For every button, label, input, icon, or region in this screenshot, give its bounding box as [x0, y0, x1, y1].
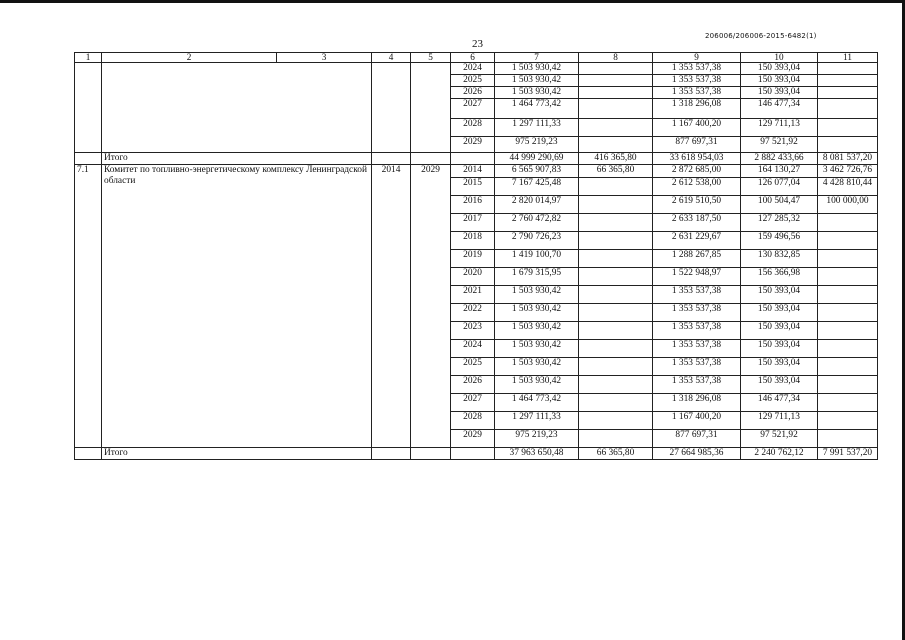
amount-local-cell: 150 393,04 — [741, 286, 818, 304]
amount-total-cell: 1 503 930,42 — [495, 286, 579, 304]
amount-total-cell: 1 679 315,95 — [495, 268, 579, 286]
amount-federal-cell — [579, 137, 653, 153]
header-cell: 9 — [653, 53, 741, 63]
amount-federal-cell — [579, 376, 653, 394]
total-c8-cell: 416 365,80 — [579, 153, 653, 165]
amount-federal-cell — [579, 286, 653, 304]
cell-empty — [411, 63, 451, 153]
total-c10-cell: 2 882 433,66 — [741, 153, 818, 165]
amount-federal-cell — [579, 75, 653, 87]
amount-regional-cell: 1 167 400,20 — [653, 119, 741, 137]
amount-local-cell: 150 393,04 — [741, 340, 818, 358]
year-cell: 2027 — [451, 394, 495, 412]
amount-other-cell — [818, 119, 878, 137]
amount-federal-cell — [579, 394, 653, 412]
year-cell: 2015 — [451, 178, 495, 196]
amount-federal-cell — [579, 412, 653, 430]
cell-empty — [372, 448, 411, 460]
cell-empty — [411, 153, 451, 165]
amount-regional-cell: 1 353 537,38 — [653, 304, 741, 322]
amount-federal-cell — [579, 214, 653, 232]
cell-empty — [75, 448, 102, 460]
amount-regional-cell: 1 318 296,08 — [653, 394, 741, 412]
year-cell: 2025 — [451, 358, 495, 376]
amount-federal-cell — [579, 430, 653, 448]
amount-regional-cell: 1 353 537,38 — [653, 376, 741, 394]
year-cell: 2023 — [451, 322, 495, 340]
total-c9-cell: 33 618 954,03 — [653, 153, 741, 165]
cell-empty — [372, 153, 411, 165]
amount-federal-cell — [579, 340, 653, 358]
amount-regional-cell: 1 353 537,38 — [653, 286, 741, 304]
cell-empty — [102, 63, 372, 153]
amount-other-cell — [818, 87, 878, 99]
cell-empty — [75, 153, 102, 165]
total-label: Итого — [102, 448, 372, 460]
amount-total-cell: 1 464 773,42 — [495, 394, 579, 412]
amount-regional-cell: 2 633 187,50 — [653, 214, 741, 232]
amount-other-cell — [818, 340, 878, 358]
amount-local-cell: 150 393,04 — [741, 322, 818, 340]
header-row — [75, 53, 878, 63]
amount-regional-cell: 2 612 538,00 — [653, 178, 741, 196]
year-cell: 2025 — [451, 75, 495, 87]
amount-local-cell: 159 496,56 — [741, 232, 818, 250]
table-row — [75, 63, 878, 75]
cell-empty — [75, 63, 102, 153]
cell-empty — [372, 63, 411, 153]
amount-federal-cell — [579, 304, 653, 322]
amount-other-cell — [818, 268, 878, 286]
amount-total-cell: 7 167 425,48 — [495, 178, 579, 196]
year-cell: 2021 — [451, 286, 495, 304]
amount-total-cell: 1 503 930,42 — [495, 322, 579, 340]
amount-local-cell: 150 393,04 — [741, 304, 818, 322]
amount-regional-cell: 1 353 537,38 — [653, 63, 741, 75]
amount-other-cell — [818, 232, 878, 250]
header-cell: 10 — [741, 53, 818, 63]
year-cell: 2024 — [451, 340, 495, 358]
amount-total-cell: 1 297 111,33 — [495, 412, 579, 430]
cell-empty — [451, 153, 495, 165]
total-c11-cell: 7 991 537,20 — [818, 448, 878, 460]
amount-total-cell: 6 565 907,83 — [495, 165, 579, 178]
amount-local-cell: 126 077,04 — [741, 178, 818, 196]
amount-total-cell: 2 760 472,82 — [495, 214, 579, 232]
amount-regional-cell: 1 288 267,85 — [653, 250, 741, 268]
amount-other-cell — [818, 394, 878, 412]
amount-local-cell: 129 711,13 — [741, 119, 818, 137]
amount-total-cell: 1 297 111,33 — [495, 119, 579, 137]
header-cell: 4 — [372, 53, 411, 63]
amount-local-cell: 150 393,04 — [741, 63, 818, 75]
year-cell: 2026 — [451, 87, 495, 99]
amount-regional-cell: 1 353 537,38 — [653, 75, 741, 87]
amount-other-cell — [818, 214, 878, 232]
header-cell: 1 — [75, 53, 102, 63]
amount-regional-cell: 2 631 229,67 — [653, 232, 741, 250]
year-cell: 2024 — [451, 63, 495, 75]
total-c8-cell: 66 365,80 — [579, 448, 653, 460]
year-cell: 2020 — [451, 268, 495, 286]
amount-federal-cell — [579, 99, 653, 119]
amount-federal-cell — [579, 196, 653, 214]
amount-regional-cell: 1 353 537,38 — [653, 322, 741, 340]
amount-regional-cell: 1 353 537,38 — [653, 87, 741, 99]
amount-local-cell: 127 285,32 — [741, 214, 818, 232]
header-cell: 8 — [579, 53, 653, 63]
amount-regional-cell: 1 522 948,97 — [653, 268, 741, 286]
cell-empty — [451, 448, 495, 460]
amount-federal-cell — [579, 178, 653, 196]
total-row — [75, 448, 878, 460]
amount-federal-cell: 66 365,80 — [579, 165, 653, 178]
document-id: 206006/206006-2015-6482(1) — [705, 32, 817, 40]
amount-local-cell: 97 521,92 — [741, 430, 818, 448]
amount-federal-cell — [579, 232, 653, 250]
amount-other-cell — [818, 250, 878, 268]
total-c9-cell: 27 664 985,36 — [653, 448, 741, 460]
amount-other-cell — [818, 99, 878, 119]
total-c10-cell: 2 240 762,12 — [741, 448, 818, 460]
amount-total-cell: 975 219,23 — [495, 137, 579, 153]
item-number: 7.1 — [75, 165, 102, 448]
amount-total-cell: 1 503 930,42 — [495, 304, 579, 322]
total-row — [75, 153, 878, 165]
amount-total-cell: 1 503 930,42 — [495, 340, 579, 358]
amount-regional-cell: 1 167 400,20 — [653, 412, 741, 430]
year-cell: 2018 — [451, 232, 495, 250]
end-year: 2029 — [411, 165, 451, 448]
amount-local-cell: 146 477,34 — [741, 99, 818, 119]
amount-regional-cell: 1 318 296,08 — [653, 99, 741, 119]
year-cell: 2027 — [451, 99, 495, 119]
amount-total-cell: 1 503 930,42 — [495, 376, 579, 394]
page-number: 23 — [472, 38, 483, 50]
amount-regional-cell: 2 872 685,00 — [653, 165, 741, 178]
amount-local-cell: 129 711,13 — [741, 412, 818, 430]
amount-regional-cell: 877 697,31 — [653, 137, 741, 153]
amount-total-cell: 1 503 930,42 — [495, 63, 579, 75]
total-c7-cell: 44 999 290,69 — [495, 153, 579, 165]
page-frame-top — [0, 0, 905, 3]
year-cell: 2028 — [451, 412, 495, 430]
cell-empty — [411, 448, 451, 460]
total-label: Итого — [102, 153, 372, 165]
amount-federal-cell — [579, 63, 653, 75]
amount-federal-cell — [579, 268, 653, 286]
executor-name: Комитет по топливно-энергетическому комплексу Ленинградской области — [102, 165, 372, 448]
header-cell: 6 — [451, 53, 495, 63]
year-cell: 2022 — [451, 304, 495, 322]
amount-local-cell: 97 521,92 — [741, 137, 818, 153]
budget-table — [74, 52, 878, 460]
amount-local-cell: 156 366,98 — [741, 268, 818, 286]
amount-other-cell — [818, 358, 878, 376]
amount-regional-cell: 1 353 537,38 — [653, 340, 741, 358]
year-cell: 2019 — [451, 250, 495, 268]
amount-local-cell: 150 393,04 — [741, 358, 818, 376]
amount-federal-cell — [579, 87, 653, 99]
amount-total-cell: 2 820 014,97 — [495, 196, 579, 214]
amount-total-cell: 1 503 930,42 — [495, 358, 579, 376]
total-c7-cell: 37 963 650,48 — [495, 448, 579, 460]
amount-federal-cell — [579, 119, 653, 137]
year-cell: 2016 — [451, 196, 495, 214]
amount-federal-cell — [579, 358, 653, 376]
amount-other-cell — [818, 137, 878, 153]
amount-local-cell: 164 130,27 — [741, 165, 818, 178]
amount-local-cell: 150 393,04 — [741, 87, 818, 99]
amount-other-cell — [818, 412, 878, 430]
amount-other-cell — [818, 376, 878, 394]
amount-regional-cell: 1 353 537,38 — [653, 358, 741, 376]
amount-local-cell: 130 832,85 — [741, 250, 818, 268]
amount-other-cell — [818, 286, 878, 304]
amount-total-cell: 1 503 930,42 — [495, 87, 579, 99]
amount-local-cell: 150 393,04 — [741, 376, 818, 394]
table-row — [75, 165, 878, 178]
amount-other-cell: 3 462 726,76 — [818, 165, 878, 178]
amount-other-cell: 100 000,00 — [818, 196, 878, 214]
year-cell: 2017 — [451, 214, 495, 232]
amount-other-cell — [818, 63, 878, 75]
amount-total-cell: 1 464 773,42 — [495, 99, 579, 119]
amount-federal-cell — [579, 322, 653, 340]
header-cell: 11 — [818, 53, 878, 63]
amount-other-cell — [818, 322, 878, 340]
amount-total-cell: 1 503 930,42 — [495, 75, 579, 87]
amount-total-cell: 1 419 100,70 — [495, 250, 579, 268]
year-cell: 2029 — [451, 137, 495, 153]
year-cell: 2028 — [451, 119, 495, 137]
header-cell: 7 — [495, 53, 579, 63]
amount-local-cell: 100 504,47 — [741, 196, 818, 214]
amount-other-cell — [818, 304, 878, 322]
header-cell: 5 — [411, 53, 451, 63]
amount-other-cell — [818, 430, 878, 448]
year-cell: 2014 — [451, 165, 495, 178]
amount-federal-cell — [579, 250, 653, 268]
amount-local-cell: 146 477,34 — [741, 394, 818, 412]
header-cell: 3 — [277, 53, 372, 63]
start-year: 2014 — [372, 165, 411, 448]
amount-total-cell: 2 790 726,23 — [495, 232, 579, 250]
year-cell: 2026 — [451, 376, 495, 394]
amount-local-cell: 150 393,04 — [741, 75, 818, 87]
amount-regional-cell: 2 619 510,50 — [653, 196, 741, 214]
amount-total-cell: 975 219,23 — [495, 430, 579, 448]
total-c11-cell: 8 081 537,20 — [818, 153, 878, 165]
year-cell: 2029 — [451, 430, 495, 448]
header-cell: 2 — [102, 53, 277, 63]
amount-other-cell: 4 428 810,44 — [818, 178, 878, 196]
amount-regional-cell: 877 697,31 — [653, 430, 741, 448]
amount-other-cell — [818, 75, 878, 87]
